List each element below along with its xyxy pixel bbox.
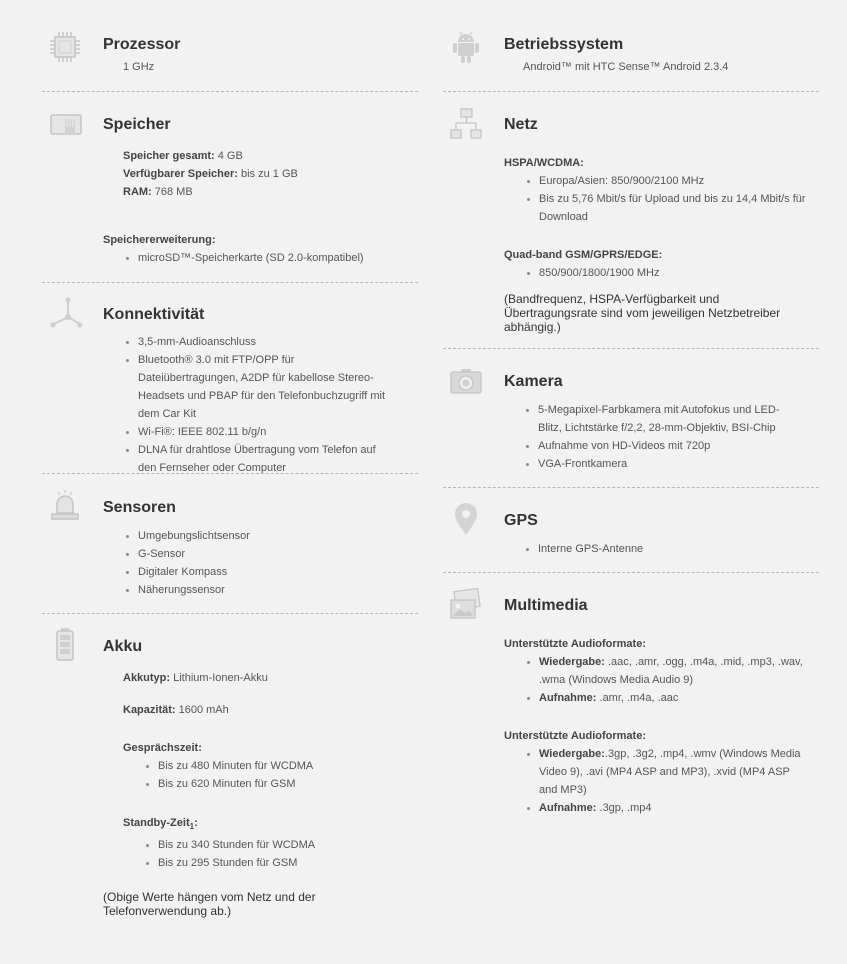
list-item: Bis zu 480 Minuten für WCDMA: [143, 757, 438, 775]
divider: [42, 473, 418, 474]
list-item: Europa/Asien: 850/900/2100 MHz: [524, 172, 819, 190]
multimedia-icon: [449, 588, 483, 622]
list-item: VGA-Frontkamera: [523, 455, 793, 473]
battery-icon: [48, 627, 82, 661]
list-item: 850/900/1800/1900 MHz: [524, 264, 819, 282]
list-item: Bis zu 340 Stunden für WCDMA: [143, 836, 438, 854]
sensors-list: [123, 527, 438, 599]
network-title: Netz: [504, 116, 538, 133]
sensors-details: [123, 527, 438, 599]
processor-value: 1 GHz: [123, 61, 155, 73]
divider: [443, 572, 819, 573]
storage-expansion: [103, 231, 418, 267]
divider: [42, 613, 418, 614]
divider: [42, 282, 418, 283]
map-pin-icon: [449, 502, 483, 536]
battery-talk-time: Gesprächszeit: Bis zu 480 Minuten für WCDMA Bis zu 620 Minuten für GSM: [123, 739, 438, 793]
battery-type: Akkutyp: Lithium-Ionen-Akku: [123, 672, 268, 684]
storage-total: Speicher gesamt: 4 GB: [123, 150, 243, 162]
divider: [443, 348, 819, 349]
divider: [443, 91, 819, 92]
list-item: DLNA für drahtlose Übertragung vom Telefon auf den Fernseher oder Computer: [123, 441, 393, 477]
connectivity-details: [123, 333, 393, 477]
connectivity-title: Konnektivität: [103, 306, 205, 323]
sensors-title: Sensoren: [103, 499, 176, 516]
connectivity-icon: [48, 297, 82, 331]
network-icon: [449, 108, 483, 142]
network-note: (Bandfrequenz, HSPA-Verfügbarkeit und Übertragungsrate sind vom jeweiligen Netzbetreiber abhängig.): [504, 292, 781, 334]
list-item: Wi-Fi®: IEEE 802.11 b/g/n: [123, 423, 393, 441]
list-item: Interne GPS-Antenne: [523, 540, 838, 558]
storage-available: Verfügbarer Speicher: bis zu 1 GB: [123, 168, 298, 180]
list-item: Aufnahme von HD-Videos mit 720p: [523, 437, 793, 455]
standby-time-list: [143, 836, 438, 872]
video-format-list: [524, 745, 804, 817]
connectivity-list: [123, 333, 393, 477]
list-item: Bis zu 620 Minuten für GSM: [143, 775, 438, 793]
list-item: Wiedergabe: .aac, .amr, .ogg, .m4a, .mid, .mp3, .wav, .wma (Windows Media Audio 9): [524, 653, 804, 689]
divider: [443, 487, 819, 488]
gps-details: [523, 540, 838, 558]
talk-time-list: [143, 757, 438, 793]
storage-title: Speicher: [103, 116, 171, 133]
list-item: Bluetooth® 3.0 mit FTP/OPP für Dateiübertragungen, A2DP für kabellose Stereo-Headsets und PBAP für den Telefonbuchzugriff mit dem Car Kit: [123, 351, 393, 423]
camera-details: [523, 401, 793, 473]
network-hspa: HSPA/WCDMA: Europa/Asien: 850/900/2100 MHz Bis zu 5,76 Mbit/s für Upload und bis zu 14,4 Mbit/s für Download: [504, 154, 819, 226]
list-item: G-Sensor: [123, 545, 438, 563]
gps-list: [523, 540, 838, 558]
gps-title: GPS: [504, 512, 538, 529]
camera-list: [523, 401, 793, 473]
list-item: Umgebungslichtsensor: [123, 527, 438, 545]
battery-capacity: Kapazität: 1600 mAh: [123, 704, 229, 716]
list-item: Wiedergabe:.3gp, .3g2, .mp4, .wmv (Windows Media Video 9), .avi (MP4 ASP and MP3), .xvid (MP4 ASP and MP3): [524, 745, 804, 799]
android-icon: [449, 30, 483, 64]
list-item: Aufnahme: .amr, .m4a, .aac: [524, 689, 804, 707]
list-item: microSD™-Speicherkarte (SD 2.0-kompatibel): [123, 249, 418, 267]
camera-icon: [449, 364, 483, 398]
storage-expansion-list: [123, 249, 418, 267]
gsm-list: [524, 264, 819, 282]
list-item: Näherungssensor: [123, 581, 438, 599]
battery-title: Akku: [103, 638, 143, 655]
audio-format-list: [524, 653, 804, 707]
storage-expansion-label: Speichererweiterung:: [103, 234, 216, 246]
multimedia-video: Unterstützte Audioformate: Wiedergabe:.3gp, .3g2, .mp4, .wmv (Windows Media Video 9), .avi (MP4 ASP and MP3), .xvid (MP4 ASP and MP3) Aufnahme: .3gp, .mp4: [504, 727, 819, 817]
list-item: 3,5-mm-Audioanschluss: [123, 333, 393, 351]
multimedia-audio: Unterstützte Audioformate: Wiedergabe: .aac, .amr, .ogg, .m4a, .mid, .mp3, .wav, .wma (Windows Media Audio 9) Aufnahme: .amr, .m4a, .aac: [504, 635, 819, 707]
sensor-icon: [48, 489, 82, 523]
processor-chip-icon: [48, 30, 82, 64]
multimedia-title: Multimedia: [504, 597, 588, 614]
hspa-list: [524, 172, 819, 226]
list-item: Bis zu 295 Stunden für GSM: [143, 854, 438, 872]
battery-note: (Obige Werte hängen vom Netz und der Telefonverwendung ab.): [103, 890, 316, 918]
list-item: Bis zu 5,76 Mbit/s für Upload und bis zu 14,4 Mbit/s für Download: [524, 190, 819, 226]
processor-title: Prozessor: [103, 36, 181, 53]
network-gsm: Quad-band GSM/GPRS/EDGE: 850/900/1800/1900 MHz: [504, 246, 819, 282]
storage-details: [123, 147, 438, 201]
memory-card-icon: [48, 109, 82, 143]
list-item: 5-Megapixel-Farbkamera mit Autofokus und LED-Blitz, Lichtstärke f/2,2, 28-mm-Objektiv, BSI-Chip: [523, 401, 793, 437]
battery-standby-time: Standby-Zeit$_1$: Bis zu 340 Stunden für WCDMA Bis zu 295 Stunden für GSM: [123, 814, 438, 872]
list-item: Aufnahme: .3gp, .mp4: [524, 799, 804, 817]
os-title: Betriebssystem: [504, 36, 624, 53]
list-item: Digitaler Kompass: [123, 563, 438, 581]
storage-ram: RAM: 768 MB: [123, 186, 193, 198]
os-value: Android™ mit HTC Sense™ Android 2.3.4: [523, 61, 729, 73]
camera-title: Kamera: [504, 373, 563, 390]
divider: [42, 91, 418, 92]
